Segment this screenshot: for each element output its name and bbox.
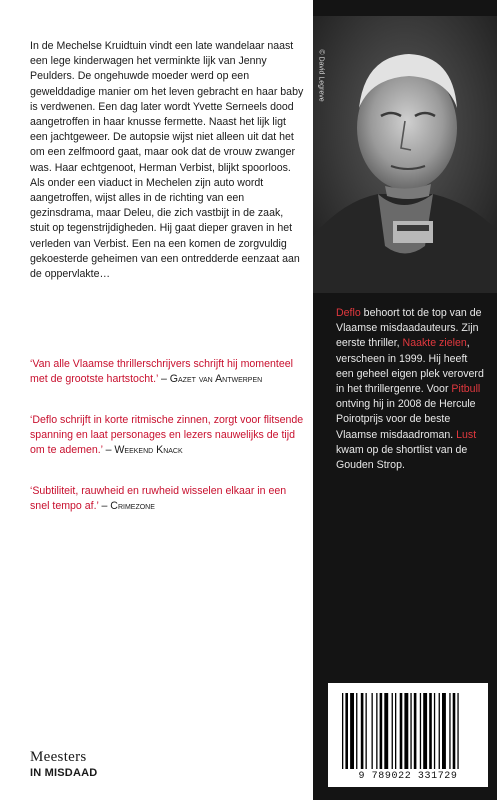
quote-text: ‘Subtiliteit, rauwheid en ruwheid wisselen elkaar in een snel tempo af.’: [30, 485, 287, 513]
barcode-bar: [384, 693, 388, 769]
imprint-logo-top: Meesters: [30, 749, 87, 765]
bio-text-4: kwam op de shortlist van de Gouden Strop.: [336, 443, 468, 472]
barcode-bar: [356, 693, 357, 769]
barcode-bar: [439, 693, 440, 769]
barcode-bar: [423, 693, 427, 769]
barcode-bar: [453, 693, 456, 769]
synopsis-text: In de Mechelse Kruidtuin vindt een late wandelaar naast een lege kinderwagen het verminkte lijk van Jenny Peulders. De ongehuwde moeder werd op een gewelddadige manier om het leven gebracht en haar baby is verdwenen. Een dag later wordt Yvette Serneels dood aangetroffen in haar knusse fermette. Naast het lijk ligt een jachtgeweer. De autopsie wijst niet alleen uit dat het om een zelfmoord gaat, maar ook dat de vrouw zwanger was. Haar echtgenoot, Herman Verbist, blijkt spoorloos. Als onder een viaduct in Mechelen zijn auto wordt aangetroffen, wijst alles in de richting van een gezinsdrama, maar Deleu, die zich vastbijt in de zaak, stuit op tegenstrijdigheden. Hij gaat dieper graven in het verleden van Verbist. Een na een komen de zorgvuldig gekoesterde geheimen van een ontredderde eenzaat aan de oppervlakte…: [30, 40, 304, 281]
barcode-bar: [372, 693, 373, 769]
photo-credit: © David Legreve: [317, 49, 325, 102]
bio-text-1: behoort tot de top van de Vlaamse misdaadauteurs. Zijn eerste thriller,: [336, 307, 482, 350]
barcode-bar: [361, 693, 364, 769]
review-quote-3: [30, 484, 305, 514]
author-bio: [336, 306, 486, 473]
book-title-2: Pitbull: [451, 383, 481, 396]
review-quote-1: [30, 357, 305, 387]
barcode-bar: [395, 693, 396, 769]
barcode-bar: [366, 693, 367, 769]
barcode-bar: [410, 693, 411, 769]
barcode-bar: [429, 693, 432, 769]
book-title-3: Lust: [456, 428, 477, 441]
quote-source: – Gazet van Antwerpen: [160, 373, 263, 386]
barcode-bar: [350, 693, 354, 769]
quote-text: ‘Deflo schrijft in korte ritmische zinnen, zorgt voor flitsende spanning en laat personages en lezers nauwelijks de tijd om te ademen.’: [30, 414, 304, 457]
barcode-bar: [345, 693, 348, 769]
quote-source: – Crimezone: [101, 500, 155, 513]
barcode-bar: [342, 693, 343, 769]
author-name: Deflo: [336, 307, 361, 319]
barcode-bar: [442, 693, 446, 769]
author-photo: [313, 16, 497, 293]
book-title-1: Naakte zielen: [402, 337, 467, 350]
barcode-bar: [392, 693, 393, 769]
back-cover-right-panel: [313, 0, 497, 800]
barcode-bar: [404, 693, 408, 769]
bio-text-2: , verscheen in 1999. Hij heeft een geheel eigen plek veroverd in het thrillergenre. Voor: [336, 337, 484, 396]
quote-text: ‘Van alle Vlaamse thrillerschrijvers schrijft hij momenteel met de grootste hartstocht.’: [30, 358, 293, 386]
barcode-bar: [380, 693, 383, 769]
barcode-bar: [414, 693, 417, 769]
imprint-logo: [30, 749, 97, 779]
barcode-bar: [449, 693, 450, 769]
barcode-bar: [420, 693, 421, 769]
imprint-logo-bottom: IN MISDAAD: [30, 767, 98, 779]
barcode-bar: [434, 693, 435, 769]
barcode-bar: [376, 693, 377, 769]
review-quote-2: [30, 413, 305, 459]
isbn-number: 9 789022 331729: [358, 771, 458, 782]
bio-text-3: ontving hij in 2008 de Hercule Poirotprijs voor de beste Vlaamse misdaadroman.: [336, 398, 476, 441]
barcode: [328, 683, 488, 787]
author-portrait-image: [313, 16, 497, 293]
quote-source: – Weekend Knack: [105, 444, 183, 457]
barcode-bar: [400, 693, 403, 769]
barcode-bar: [457, 693, 458, 769]
